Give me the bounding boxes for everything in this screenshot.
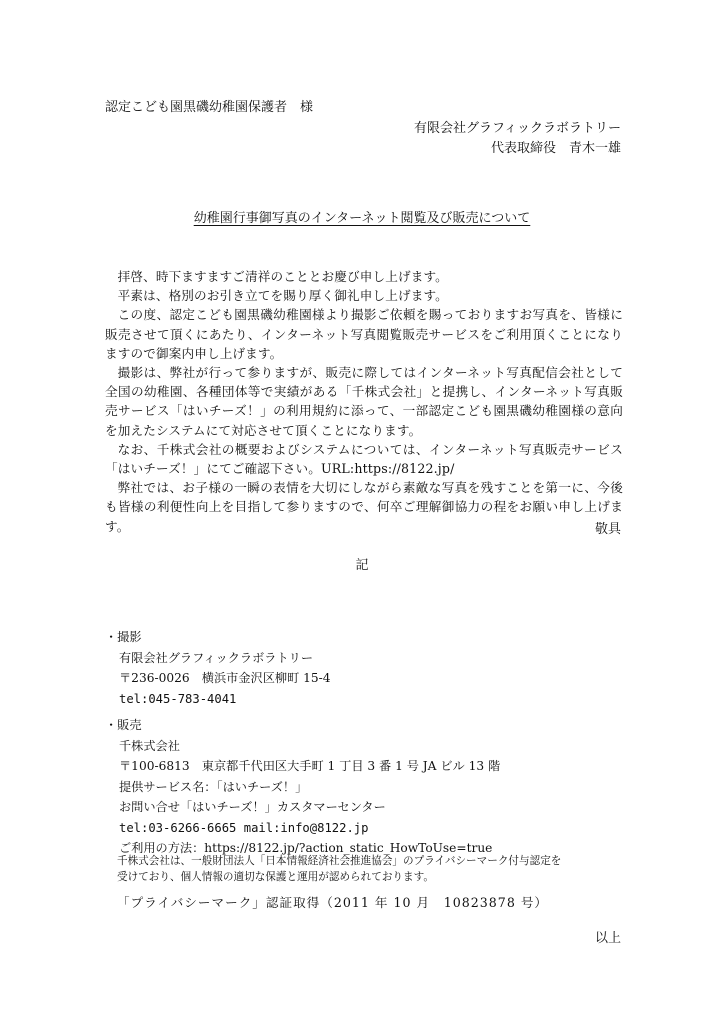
body-paragraph: なお、千株式会社の概要およびシステムについては、インターネット写真販売サービス「はいチーズ！」にてご確認下さい。URL:https://8122.jp/: [105, 441, 623, 477]
photography-section: [105, 627, 331, 709]
end-mark: 以上: [594, 931, 621, 946]
sales-usage-url: ご利用の方法：https://8122.jp/?action_static_HowToUse=true: [119, 841, 493, 855]
privacy-mark-certification: 「プライバシーマーク」認証取得（2011 年 10 月 10823878 号）: [117, 895, 549, 910]
photography-tel: tel:045-783-4041: [119, 691, 237, 706]
photography-heading: ・撮影: [105, 630, 142, 644]
privacy-note: [117, 853, 561, 885]
sender-company: 有限会社グラフィックラボラトリー: [414, 121, 621, 136]
body-paragraph: この度、認定こども園黒磯幼稚園様より撮影ご依頼を賜っておりますお写真を、皆様に販売させて頂くにあたり、インターネット写真閲覧販売サービスをご利用頂くことになりますので御案内申し上げます。: [105, 307, 623, 361]
body-paragraph: 拝啓、時下ますますご清祥のこととお慶び申し上げます。: [117, 269, 448, 284]
sales-section: [105, 715, 500, 859]
photography-address: 〒236-0026 横浜市金沢区柳町 15-4: [119, 671, 331, 685]
sender-representative: 代表取締役 青木一雄: [490, 141, 621, 156]
sales-contact: お問い合せ「はいチーズ！」カスタマーセンター: [119, 800, 386, 814]
sales-company: 千株式会社: [119, 738, 180, 753]
sales-heading: ・販売: [105, 718, 142, 732]
privacy-note-line: 千株式会社は、一般財団法人「日本情報経済社会推進協会」のプライバシーマーク付与認定を: [117, 855, 562, 867]
document-title: 幼稚園行事御写真のインターネット閲覧及び販売について: [193, 211, 531, 226]
photography-company: 有限会社グラフィックラボラトリー: [119, 650, 314, 665]
body-paragraph: 平素は、格別のお引き立てを賜り厚く御礼申し上げます。: [117, 288, 448, 304]
body-paragraph: 弊社では、お子様の一瞬の表情を大切にしながら素敵な写真を残すことを第一に、今後も皆様の利便性向上を目指して参りますので、何卒ご理解御協力の程をお願い申し上げます。: [105, 480, 623, 534]
sales-address: 〒100-6813 東京都千代田区大手町 1 丁目 3 番 1 号 JA ビル 13 階: [119, 759, 501, 773]
sales-service-name: 提供サービス名：「はいチーズ！」: [119, 779, 308, 794]
privacy-note-line: 受けており、個人情報の適切な保護と運用が認められております。: [117, 871, 434, 883]
closing: 敬具: [594, 522, 621, 537]
body-paragraph: 撮影は、弊社が行って参りますが、販売に際してはインターネット写真配信会社として全国の幼稚園、各種団体等で実績がある「千株式会社」と提携し、インターネット写真販売サービス「はいチーズ！」の利用規約に添って、一部認定こども園黒磯幼稚園様の意向を加えたシステムにて対応させて頂くことになります。: [105, 365, 623, 438]
letter-body: [105, 267, 623, 536]
ki-heading: 記: [355, 558, 369, 573]
recipient: 認定こども園黒磯幼稚園保護者 様: [105, 100, 314, 115]
sales-tel-mail: tel:03-6266-6665 mail:info@8122.jp: [119, 820, 369, 835]
